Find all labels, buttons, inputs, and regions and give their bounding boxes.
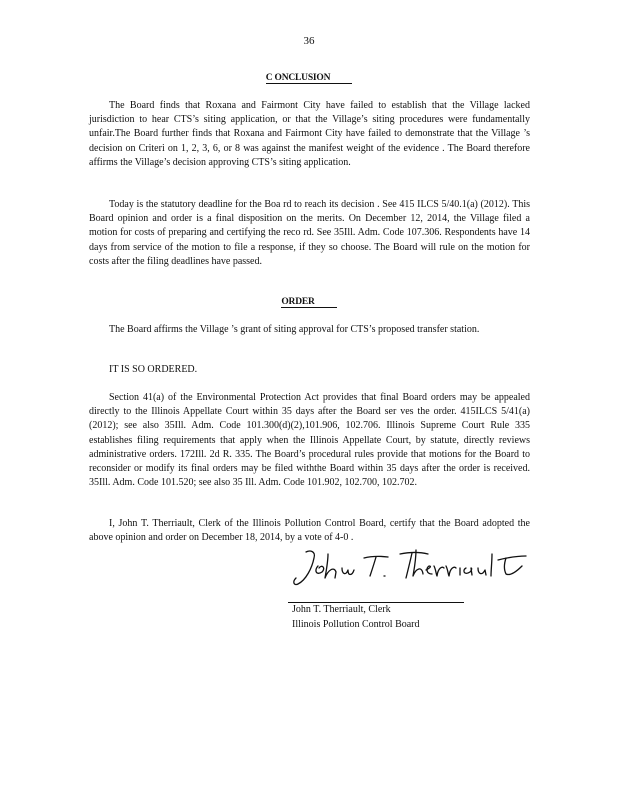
so-ordered-line: IT IS SO ORDERED. (109, 364, 198, 375)
order-paragraph-1: The Board affirms the Village ’s grant of siting approval for CTS’s proposed transfer station. (109, 324, 480, 335)
page-number: 36 (303, 35, 315, 47)
order-heading-text: ORDER (281, 297, 336, 308)
conclusion-heading-text: C ONCLUSION (266, 73, 353, 84)
conclusion-heading (0, 73, 618, 83)
order-paragraph-2: Section 41(a) of the Environmental Protection Act provides that final Board orders may be appealed directly to the Illinois Appellate Court within 35 days after the Board ser ves the order. 415ILCS 5/41(a) (2012); see also 35Ill. Adm. Code 101.300(d)(2),101.906, 102.706. Illinois Supreme Court Rule 335 establishes filing requirements that apply when the Illinois Appellate Court, by statute, directly reviews administrative orders. 172Ill. 2d R. 335. The Board’s procedural rules provide that motions for the Board to reconsider or modify its final orders may be filed withthe Board within 35 days after the order is received. 35Ill. Adm. Code 101.520; see also 35 Ill. Adm. Code 101.902, 102.700, 102.702. (89, 392, 530, 489)
handwritten-signature (292, 544, 532, 594)
clerk-title-line: Illinois Pollution Control Board (292, 619, 420, 630)
certification-paragraph: I, John T. Therriault, Clerk of the Illinois Pollution Control Board, certify that the Board adopted the above opinion and order on December 18, 2014, by a vote of 4-0 . (89, 518, 530, 544)
conclusion-paragraph-1: The Board finds that Roxana and Fairmont City have failed to establish that the Village lacked jurisdiction to hear CTS’s siting application, or that the Village’s siting procedures were fundamentally unfair.The Board further finds that Roxana and Fairmont City have failed to demonstrate that the Village ’s decision on Criteri on 1, 2, 3, 6, or 8 was against the manifest weight of the evidence . The Board therefore affirms the Village’s decision approving CTS’s siting application. (89, 100, 530, 168)
order-heading (0, 297, 618, 307)
conclusion-paragraph-2: Today is the statutory deadline for the Boa rd to reach its decision . See 415 ILCS 5/40.1(a) (2012). This Board opinion and order is a final disposition on the merits. On December 12, 2014, the Village filed a motion for costs of preparing and certifying the reco rd. See 35Ill. Adm. Code 107.306. Respondents have 14 days from service of the motion to file a response, if they so choose. The Board will rule on the motion for costs after the filing deadlines have passed. (89, 199, 530, 267)
signature-line (288, 602, 464, 603)
clerk-name-line: John T. Therriault, Clerk (292, 604, 391, 615)
